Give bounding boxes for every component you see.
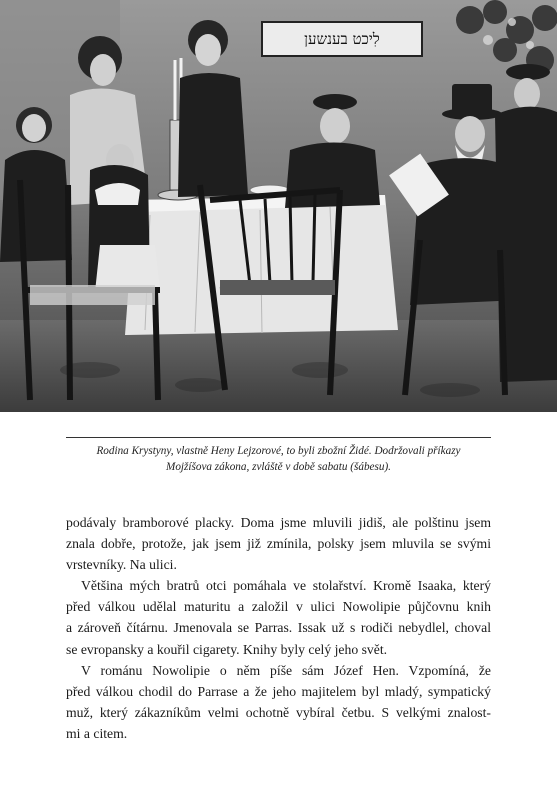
text-line: před válkou chodil do Parrase a že jeho majitelem byl mladý, sympatický — [66, 683, 491, 699]
text-line: znala dobře, protože, jak jsem již zmínila, polsky jsem mluvila se svými — [66, 536, 491, 552]
text-line: mi a citem. — [66, 725, 128, 741]
text-line: V románu Nowolipie o něm píše sám Józef Hen. Vzpomíná, že — [81, 662, 491, 678]
text-line: a zároveň čítárnu. Jmenovala se Parras. Issak už s rodiči nebydlel, choval — [66, 620, 491, 636]
text-line: vrstevníky. Na ulici. — [66, 557, 177, 573]
body-text — [66, 512, 491, 744]
text-line: muž, který zákazníkům velmi ochotně vybíral četbu. S velkými znalost- — [66, 704, 491, 720]
sign-text: לִיכט בענשען — [304, 30, 380, 48]
text-line: se evropansky a kouřil cigarety. Knihy byly celý jeho svět. — [66, 641, 388, 657]
text-line: Většina mých bratrů otci pomáhala ve stolařství. Kromě Isaaka, který — [81, 578, 491, 594]
caption-divider — [66, 437, 491, 438]
caption-line: Rodina Krystyny, vlastně Heny Lejzorové, to byli zbožní Židé. Dodržovali příkazy — [96, 445, 461, 457]
text-line: podávaly bramborové placky. Doma jsme mluvili jidiš, ale polštinu jsem — [66, 515, 491, 530]
text-line: před válkou udělal maturitu a založil v ulici Nowolipie půjčovnu knih — [66, 599, 491, 615]
caption-line: Mojžíšova zákona, zvláště v době sabatu (šábesu). — [166, 460, 391, 473]
photo-caption — [60, 444, 497, 475]
